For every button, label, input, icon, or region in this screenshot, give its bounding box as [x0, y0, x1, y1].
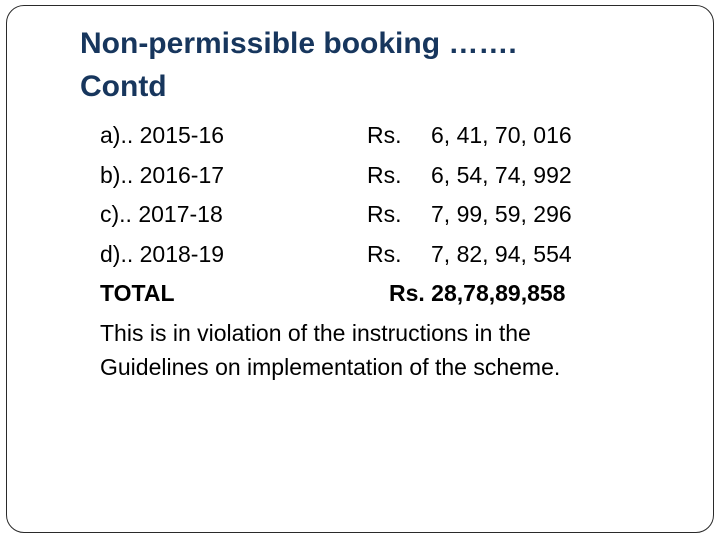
item-label: a).. 2015-16 [100, 122, 225, 148]
list-item [82, 197, 682, 231]
total-label: TOTAL [100, 280, 175, 306]
note-paragraph [82, 316, 682, 384]
note-line-2: Guidelines on implementation of the scheme. [100, 354, 561, 380]
title-line-2: Contd [80, 70, 167, 103]
item-label: d).. 2018-19 [100, 241, 225, 267]
list-item [82, 237, 682, 271]
amount-value: 7, 99, 59, 296 [431, 201, 572, 227]
amount-value: 6, 41, 70, 016 [431, 122, 572, 148]
amount-value: 6, 54, 74, 992 [431, 162, 572, 188]
amount-prefix: Rs. [367, 122, 402, 148]
amount-prefix: Rs. [367, 162, 402, 188]
slide-title [80, 22, 680, 108]
list-item [82, 118, 682, 152]
note-line-1: This is in violation of the instructions in the [100, 320, 531, 346]
item-label: c).. 2017-18 [100, 201, 223, 227]
amount-value: 7, 82, 94, 554 [431, 241, 572, 267]
total-row [82, 276, 682, 310]
item-label: b).. 2016-17 [100, 162, 225, 188]
amount-prefix: Rs. [367, 241, 402, 267]
amount-prefix: Rs. [367, 201, 402, 227]
total-amount: Rs. 28,78,89,858 [389, 280, 566, 306]
list-item [82, 158, 682, 192]
title-line-1: Non-permissible booking ……. [80, 27, 517, 60]
